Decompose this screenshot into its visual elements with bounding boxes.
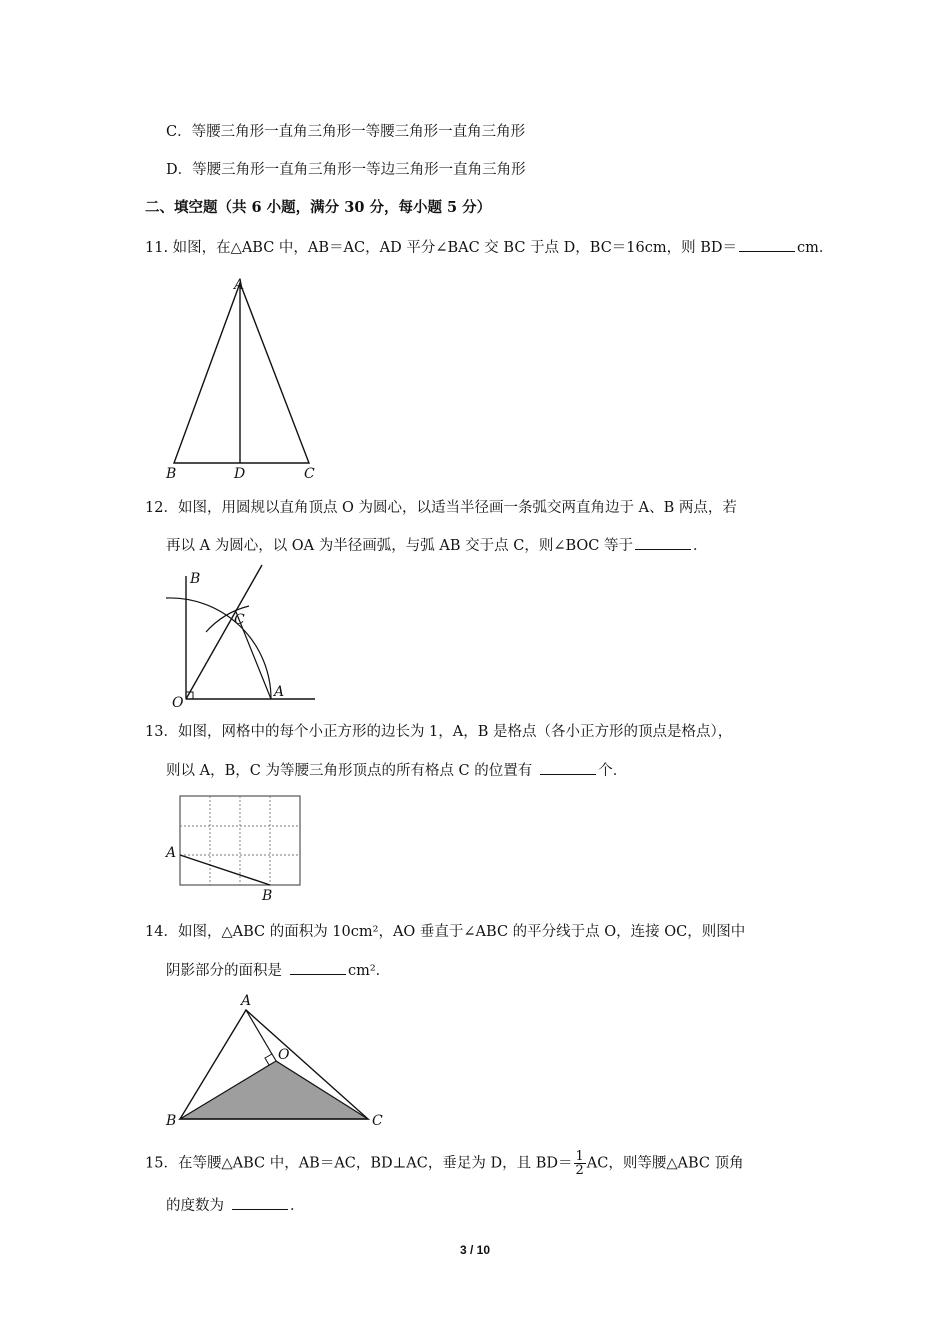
question-15-line2 [166,1195,305,1216]
segment-ao [246,1010,276,1061]
question-11-text: 11. 如图，在△ABC 中，AB＝AC，AD 平分∠BAC 交 BC 于点 D，BC＝16cm，则 BD＝ [145,240,737,256]
question-11-unit: cm． [797,240,834,256]
question-15-text-cont: AC，则等腰△ABC 顶角 [586,1155,744,1172]
option-c: C．等腰三角形一直角三角形一等腰三角形一直角三角形 [166,124,526,140]
label-a: A [166,845,177,861]
question-15-end: ． [290,1198,305,1214]
page-number: 3 / 10 [459,1243,491,1257]
question-15-text: 15．在等腰△ABC 中，AB＝AC，BD⊥AC，垂足为 D，且 BD＝ [145,1155,573,1172]
label-b: B [166,466,177,482]
label-o: O [278,1047,290,1063]
label-d: D [234,466,246,482]
question-13-end: 个． [598,763,628,779]
label-b: B [166,1113,177,1129]
question-14-line1: 14．如图，△ABC 的面积为 10cm²，AO 垂直于∠ABC 的平分线于点 O，连接 OC，则图中 [145,924,746,940]
question-15-text2: 的度数为 [166,1198,224,1214]
label-a: A [234,277,245,293]
question-13-line1: 13．如图，网格中的每个小正方形的边长为 1，A，B 是格点（各小正方形的顶点是格点）， [145,724,733,740]
question-15-line1 [145,1150,744,1177]
shaded-region-boc [180,1061,368,1119]
question-12-text: 再以 A 为圆心，以 OA 为半径画弧，与弧 AB 交于点 C，则∠BOC 等于 [166,538,633,554]
fraction-numerator: 1 [575,1149,584,1164]
fraction-one-half [574,1150,586,1177]
section-heading: 二、填空题（共 6 小题，满分 30 分，每小题 5 分） [145,199,492,216]
label-o: O [172,695,184,711]
label-a: A [274,684,285,700]
question-12-line1: 12．如图，用圆规以直角顶点 O 为圆心，以适当半径画一条弧交两直角边于 A、B 两点，若 [145,500,737,516]
label-b: B [190,571,201,587]
question-13-text: 则以 A，B，C 为等腰三角形顶点的所有格点 C 的位置有 [166,763,533,779]
question-14-end: cm²． [348,963,391,979]
question-12-end: ． [692,538,708,554]
label-b: B [262,888,273,904]
label-c: C [234,612,245,628]
answer-blank [232,1195,288,1210]
label-c: C [304,466,315,482]
label-c: C [372,1113,383,1129]
label-a: A [241,993,252,1009]
fraction-denominator: 2 [575,1163,584,1178]
option-d: D．等腰三角形一直角三角形一等边三角形一直角三角形 [166,162,526,178]
question-14-text: 阴影部分的面积是 [166,963,282,979]
